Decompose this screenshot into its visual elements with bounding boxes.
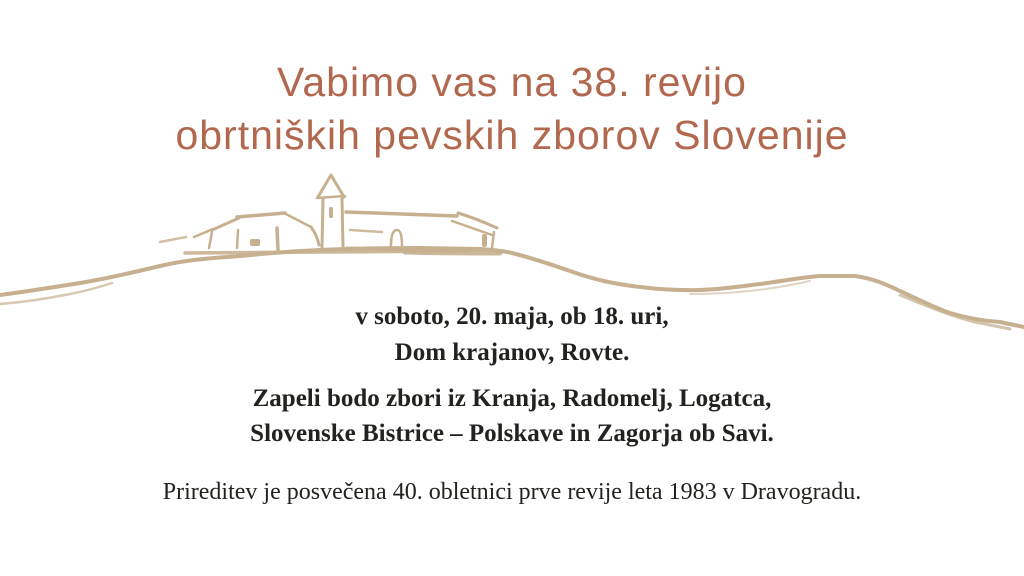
- event-details: [0, 299, 1024, 371]
- poster-title: [0, 56, 1024, 162]
- dedication-note: Prireditev je posvečena 40. obletnici prve revije leta 1983 v Dravogradu.: [162, 479, 862, 505]
- performers-line-1: Zapeli bodo zbori iz Kranja, Radomelj, Logatca,: [252, 385, 772, 412]
- event-datetime: v soboto, 20. maja, ob 18. uri,: [355, 303, 669, 330]
- title-line-1: Vabimo vas na 38. revijo: [277, 59, 747, 105]
- event-venue: Dom krajanov, Rovte.: [394, 339, 630, 366]
- performers-line-2: Slovenske Bistrice – Polskave in Zagorja ob Savi.: [250, 420, 774, 447]
- title-line-2: obrtniških pevskih zborov Slovenije: [175, 112, 849, 158]
- house-door-mark: [250, 239, 260, 246]
- house-window-mark: [482, 234, 487, 247]
- tower-window-mark: [329, 207, 333, 218]
- performers-list: [0, 381, 1024, 451]
